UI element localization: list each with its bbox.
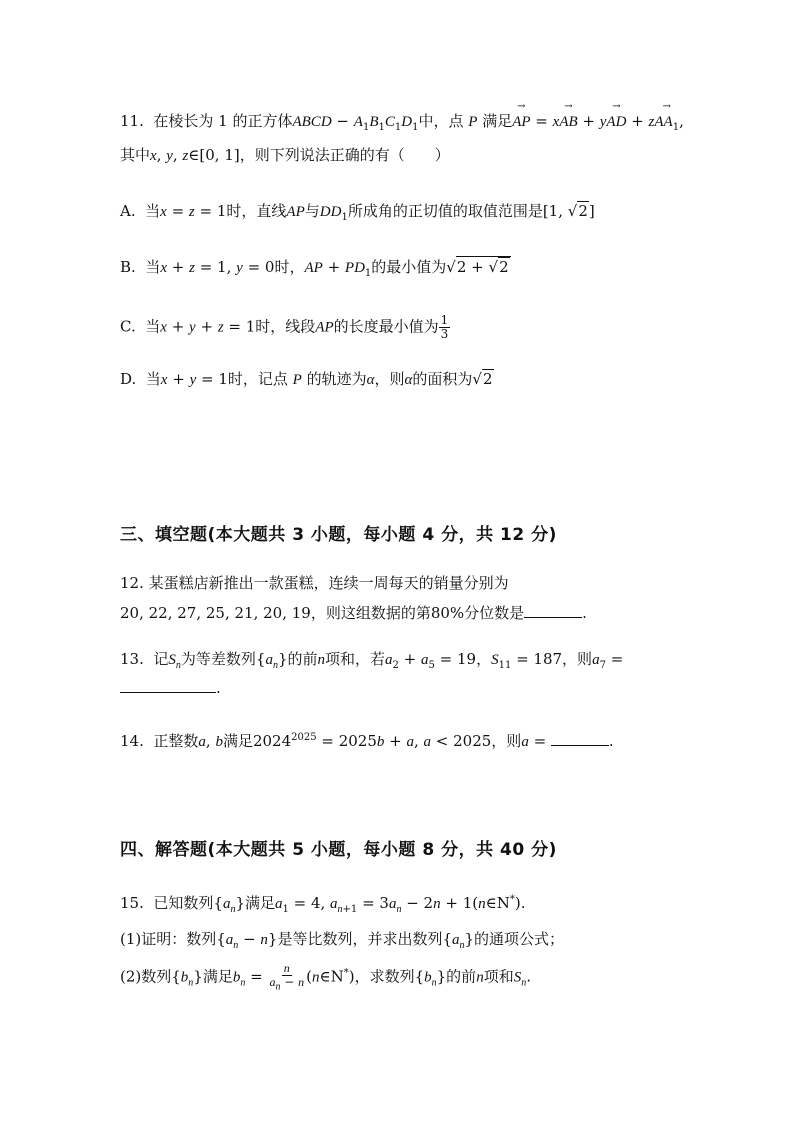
q12-line1: 12. 某蛋糕店新推出一款蛋糕，连续一周每天的销量分别为 <box>120 574 509 592</box>
section-3-title: 三、填空题(本大题共 3 小题，每小题 4 分，共 12 分) <box>120 525 557 545</box>
q13-answer-blank[interactable] <box>120 678 216 693</box>
q11-stem-line1: 11. 在棱长为 1 的正方体ABCD − $A_1B_1C_1D_1$中，点 P 满足→ AP = x→ AB + y→ AD + $z\to AA_1$, <box>120 110 684 133</box>
q13-line2: . <box>120 678 221 697</box>
q11-option-d: D. 当x + y = 1时，记点 P 的轨迹为α，则α的面积为√2 <box>120 370 493 388</box>
q14-line1: 14. 正整数a, b满足$2024^{2025} = 2025b + a$, a < 2025，则a = . <box>120 732 614 750</box>
q15-stem: 15. 已知数列$\{a_n\}$满足$a_1 = 4$, $a_{n+1} = 3a_n - 2n$ + 1(n∈N*). <box>120 894 526 915</box>
q12-answer-blank[interactable] <box>524 603 582 618</box>
q15-part2: (2)数列$\{b_n\}$满足$b_n$ = $\frac{n}{a_n - n}$ (n∈N*)，求数列$\{b_n\}$的前n项和$S_n$. <box>120 961 531 993</box>
q15-part1: (1)证明：数列$\{a_n - n\}$是等比数列，并求出数列$\{a_n\}$的通项公式； <box>120 930 565 951</box>
section-4-title: 四、解答题(本大题共 5 小题，每小题 8 分，共 40 分) <box>120 840 557 860</box>
q11-option-a: A. 当x = z = 1时，直线AP与$DD_1$所成角的正切值的取值范围是[1, √2] <box>120 202 595 223</box>
q14-answer-blank[interactable] <box>551 731 609 746</box>
q13-line1: 13. 记$S_n$为等差数列$\{a_n\}$的前n项和，若$a_2 + a_5 = 19$，$S_{11} = 187$，则$a_7$ = <box>120 650 624 671</box>
q11-option-b: B. 当x + z = 1, y = 0时，AP + $PD_1$的最小值为√2 + √2 <box>120 258 509 279</box>
q12-line2: 20, 22, 27, 25, 21, 20, 19，则这组数据的第80%分位数是 . <box>120 604 587 622</box>
q11-stem-line2: 其中x, y, z∈[0, 1]，则下列说法正确的有（ ） <box>120 146 450 164</box>
q11-option-c: C. 当x + y + z = 1时，线段AP的长度最小值为 $\frac{1}{3}$ <box>120 313 449 341</box>
